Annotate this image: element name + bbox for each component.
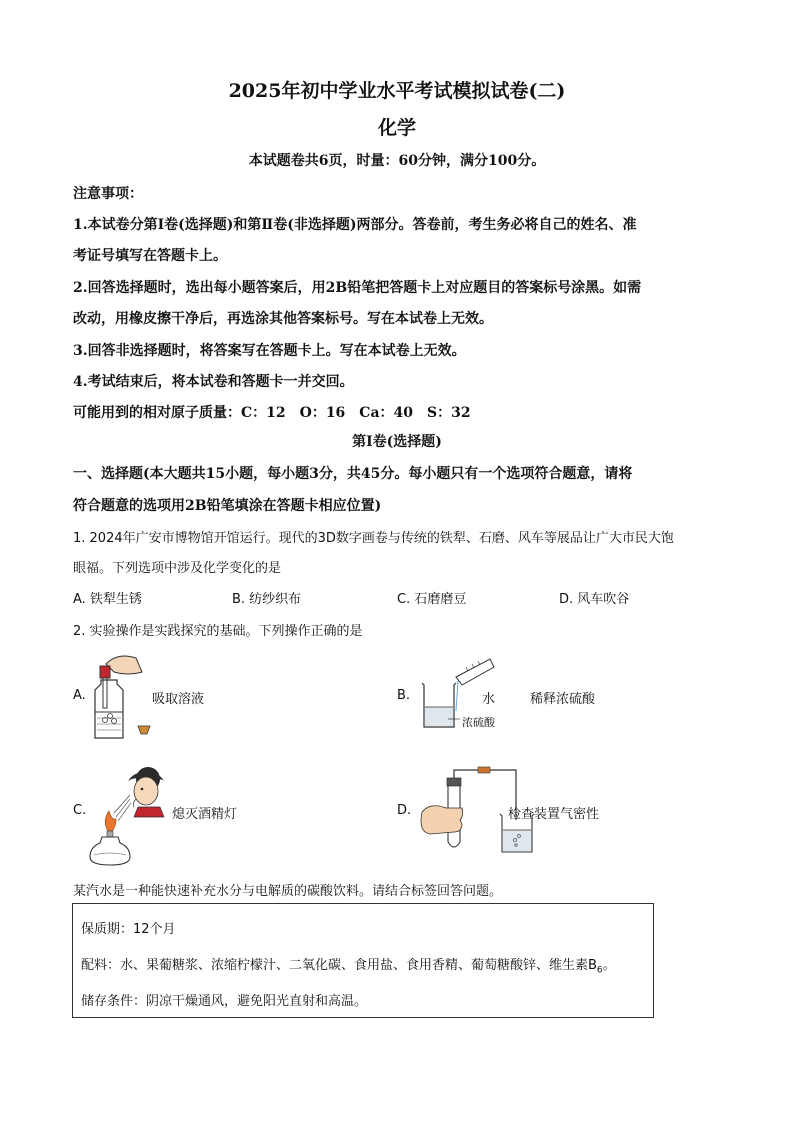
q2-option-b-letter: B. bbox=[397, 688, 411, 703]
note-3: 3.回答非选择题时，将答案写在答题卡上。写在本试卷上无效。 bbox=[73, 343, 466, 359]
q2-option-a-letter: A. bbox=[73, 688, 86, 703]
exam-subject: 化学 bbox=[377, 117, 416, 139]
q1-option-d: D. 风车吹谷 bbox=[559, 592, 630, 607]
note-2-line-2: 改动，用橡皮擦干净后，再选涂其他答案标号。写在本试卷上无效。 bbox=[73, 311, 493, 327]
q1-stem-line-1: 1. 2024年广安市博物馆开馆运行。现代的3D数字画卷与传统的铁犁、石磨、风车等展品让广大市民大饱 bbox=[73, 531, 674, 546]
note-1-line-1: 1.本试卷分第Ⅰ卷(选择题)和第Ⅱ卷(非选择题)两部分。答卷前，考生务必将自己的姓名、准 bbox=[73, 217, 637, 233]
q2-option-d-label: 检查装置气密性 bbox=[508, 807, 600, 822]
note-2-line-1: 2.回答选择题时，选出每小题答案后，用2B铅笔把答题卡上对应题目的答案标号涂黑。如需 bbox=[73, 280, 642, 296]
q2-option-b-label: 稀释浓硫酸 bbox=[530, 692, 596, 707]
label-storage: 储存条件：阴凉干燥通风，避免阳光直射和高温。 bbox=[81, 994, 368, 1009]
note-1-line-2: 考证号填写在答题卡上。 bbox=[73, 248, 227, 264]
note-4: 4.考试结束后，将本试卷和答题卡一并交回。 bbox=[73, 374, 354, 390]
label-shelf-life: 保质期：12个月 bbox=[81, 922, 176, 937]
q3-intro: 某汽水是一种能快速补充水分与电解质的碳酸饮料。请结合标签回答问题。 bbox=[73, 884, 503, 899]
q1-option-a: A. 铁犁生锈 bbox=[73, 592, 142, 607]
alcohol-lamp-illustration bbox=[90, 755, 175, 870]
q2-option-a-label: 吸取溶液 bbox=[152, 692, 205, 707]
section-title: 第Ⅰ卷(选择题) bbox=[352, 434, 442, 450]
section-instruction-line-1: 一、选择题(本大题共15小题，每小题3分，共45分。每小题只有一个选项符合题意，请将 bbox=[73, 466, 633, 482]
q2-option-c-label: 熄灭酒精灯 bbox=[172, 807, 238, 822]
drink-label-box bbox=[72, 903, 654, 1018]
q1-stem-line-2: 眼福。下列选项中涉及化学变化的是 bbox=[73, 561, 282, 576]
exam-title: 2025年初中学业水平考试模拟试卷(二) bbox=[228, 80, 566, 102]
q2-option-b-water-label: 水 bbox=[482, 692, 496, 707]
q1-option-b: B. 纺纱织布 bbox=[232, 592, 302, 607]
atomic-mass-line: 可能用到的相对原子质量：C：12 O：16 Ca：40 S：32 bbox=[73, 405, 471, 421]
section-instruction-line-2: 符合题意的选项用2B铅笔填涂在答题卡相应位置) bbox=[73, 498, 382, 514]
label-ingredients bbox=[81, 954, 616, 976]
q2-option-d-letter: D. bbox=[397, 803, 412, 818]
label-ingredients-text: 配料：水、果葡糖浆、浓缩柠檬汁、二氧化碳、食用盐、食用香精、葡萄糖酸锌、维生素B bbox=[81, 958, 597, 973]
q2-option-c-letter: C. bbox=[73, 803, 87, 818]
exam-meta: 本试题卷共6页，时量：60分钟，满分100分。 bbox=[248, 153, 546, 169]
q2-stem: 2. 实验操作是实践探究的基础。下列操作正确的是 bbox=[73, 624, 363, 639]
label-ingredients-subscript: 6 bbox=[596, 965, 603, 976]
q2-option-b-acid-label: 浓硫酸 bbox=[462, 716, 495, 729]
q1-option-c: C. 石磨磨豆 bbox=[397, 592, 467, 607]
label-ingredients-end: 。 bbox=[602, 958, 616, 973]
notes-heading: 注意事项： bbox=[73, 186, 143, 202]
